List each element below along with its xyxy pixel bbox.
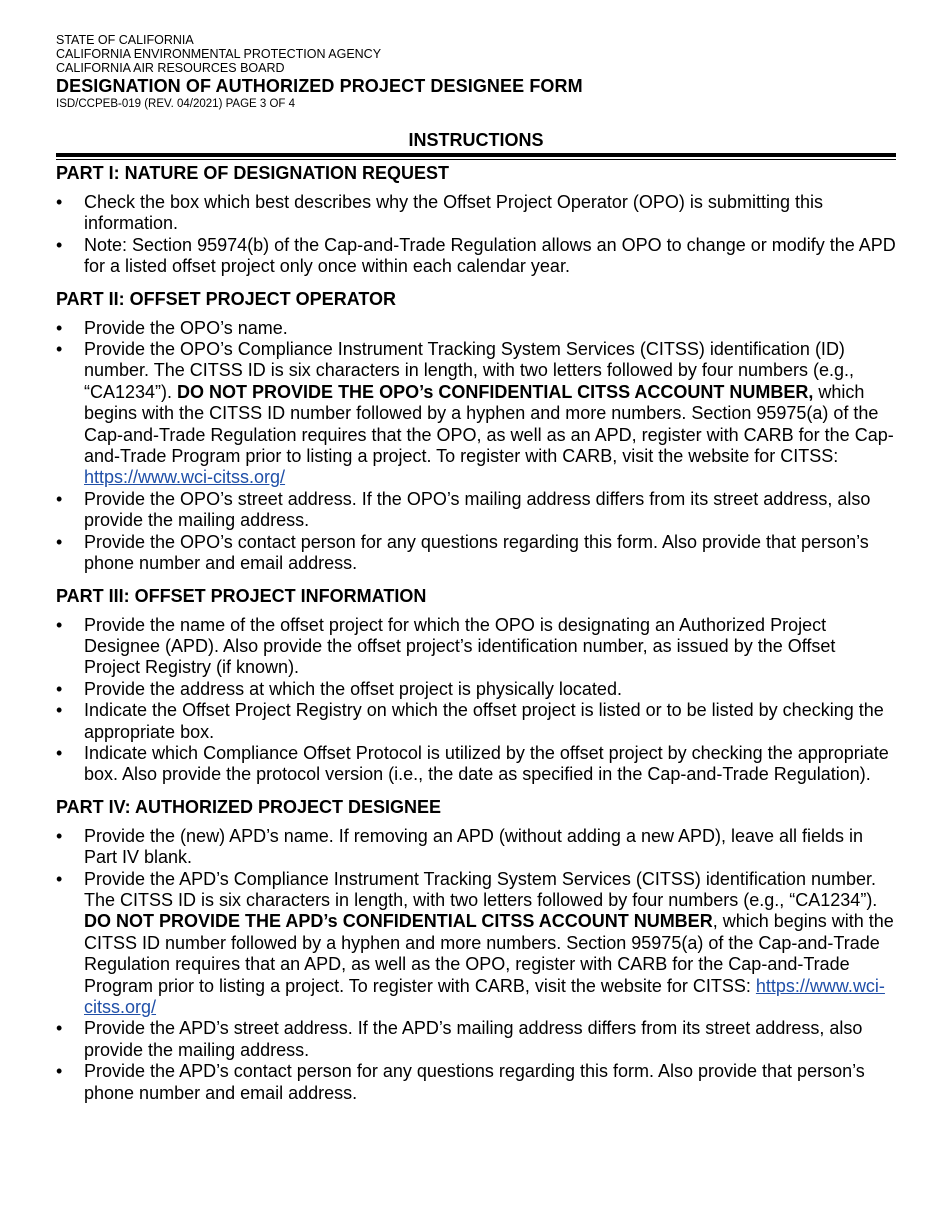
bullet: • [56, 868, 63, 889]
list-item [56, 743, 896, 786]
list-item [56, 339, 896, 489]
list-item [56, 1061, 896, 1104]
citss-link[interactable]: https://www.wci-citss.org/ [84, 467, 286, 488]
bullet: • [56, 234, 63, 255]
list-item [56, 532, 896, 575]
list-item-text: Provide the address at which the offset project is physically located. [84, 678, 622, 699]
list-item-text: Provide the name of the offset project for which the OPO is designating an Authorized Project Designee (APD). Also provide the offset project’s identification number, as issued by the Offset Project Registry (if known). [84, 614, 836, 678]
list-item [56, 192, 896, 235]
bullet: • [56, 1018, 63, 1039]
list-item-text: Indicate the Offset Project Registry on which the offset project is listed or to be listed by checking the appropriate box. [84, 700, 884, 742]
part-2-title: PART II: OFFSET PROJECT OPERATOR [56, 288, 397, 309]
part-3-title: PART III: OFFSET PROJECT INFORMATION [56, 585, 427, 606]
form-title: DESIGNATION OF AUTHORIZED PROJECT DESIGNEE FORM [56, 76, 583, 96]
document-page [56, 33, 896, 1104]
heading-divider-thin [56, 159, 896, 160]
part-2-list [56, 318, 896, 575]
list-item [56, 700, 896, 743]
list-item-text-cont: , which begins with the CITSS ID number followed by a hyphen and more numbers. Section 95975(a) of the Cap-and-Trade Regulation requires that an APD, as well as the OPO, register with CARB for the Cap-and-Trade Program prior to listing a project. To register with CARB, visit the website for CITSS: [84, 911, 894, 996]
list-item [56, 1018, 896, 1061]
confidential-warning: DO NOT PROVIDE THE OPO’s CONFIDENTIAL CITSS ACCOUNT NUMBER, [177, 381, 814, 402]
list-item-text: Provide the OPO’s name. [84, 317, 288, 338]
bullet: • [56, 192, 63, 212]
list-item [56, 489, 896, 532]
bullet: • [56, 700, 63, 721]
bullet: • [56, 339, 63, 360]
list-item-text: Indicate which Compliance Offset Protocol is utilized by the offset project by checking the appropriate box. Also provide the protocol version (i.e., the date as specified in the Cap-and-Trade Regulation). [84, 742, 889, 785]
instructions-heading: INSTRUCTIONS [408, 130, 544, 150]
citss-link[interactable]: https://www.wci-citss.org/ [84, 975, 885, 1017]
list-item-text: Provide the (new) APD’s name. If removing an APD (without adding a new APD), leave all fields in Part IV blank. [84, 825, 864, 868]
bullet: • [56, 678, 63, 699]
list-item [56, 235, 896, 278]
list-item-text: Provide the OPO’s contact person for any questions regarding this form. Also provide that person’s phone number and email address. [84, 531, 869, 574]
agency-line-calepa: CALIFORNIA ENVIRONMENTAL PROTECTION AGENCY [56, 47, 382, 61]
part-4-title: PART IV: AUTHORIZED PROJECT DESIGNEE [56, 796, 442, 817]
form-id: ISD/CCPEB-019 (REV. 04/2021) PAGE 3 OF 4 [56, 98, 296, 110]
header-block [56, 33, 896, 111]
list-item [56, 615, 896, 679]
confidential-warning: DO NOT PROVIDE THE APD’s CONFIDENTIAL CITSS ACCOUNT NUMBER [84, 911, 713, 932]
list-item-text: Check the box which best describes why the Offset Project Operator (OPO) is submitting this information. [84, 192, 823, 234]
list-item-text: Provide the APD’s contact person for any questions regarding this form. Also provide that person’s phone number and email address. [84, 1061, 865, 1103]
part-3-list [56, 615, 896, 786]
list-item-text: Note: Section 95974(b) of the Cap-and-Trade Regulation allows an OPO to change or modify the APD for a listed offset project only once within each calendar year. [84, 234, 896, 277]
bullet: • [56, 742, 63, 763]
agency-line-state: STATE OF CALIFORNIA [56, 33, 194, 47]
heading-divider-thick [56, 153, 896, 157]
list-item [56, 869, 896, 1019]
list-item-text: Provide the OPO’s street address. If the OPO’s mailing address differs from its street address, also provide the mailing address. [84, 488, 871, 531]
bullet: • [56, 531, 63, 552]
part-1-list [56, 192, 896, 278]
list-item [56, 826, 896, 869]
list-item [56, 318, 896, 339]
bullet: • [56, 825, 63, 846]
bullet: • [56, 1061, 63, 1082]
list-item [56, 679, 896, 700]
part-1-title: PART I: NATURE OF DESIGNATION REQUEST [56, 163, 450, 183]
agency-line-carb: CALIFORNIA AIR RESOURCES BOARD [56, 61, 285, 75]
list-item-text: Provide the APD’s Compliance Instrument Tracking System Services (CITSS) identification number. The CITSS ID is six characters in length, with two letters followed by four numbers (e.g., “CA1234”). [84, 868, 878, 910]
part-4-list [56, 826, 896, 1104]
list-item-text-cont: which begins with the CITSS ID number followed by a hyphen and more numbers. Section 95975(a) of the Cap-and-Trade Regulation requires that the OPO, as well as an APD, register with CARB for the Cap-and-Trade Program prior to listing a project. To register with CARB, visit the website for CITSS: [84, 381, 894, 467]
bullet: • [56, 317, 63, 338]
bullet: • [56, 488, 63, 509]
bullet: • [56, 614, 63, 635]
list-item-text: Provide the APD’s street address. If the APD’s mailing address differs from its street address, also provide the mailing address. [84, 1018, 863, 1060]
list-item-text: Provide the OPO’s Compliance Instrument Tracking System Services (CITSS) identification (ID) number. The CITSS ID is six characters in length, with two letters followed by four numbers (e.g., “CA1234”). [84, 339, 854, 402]
